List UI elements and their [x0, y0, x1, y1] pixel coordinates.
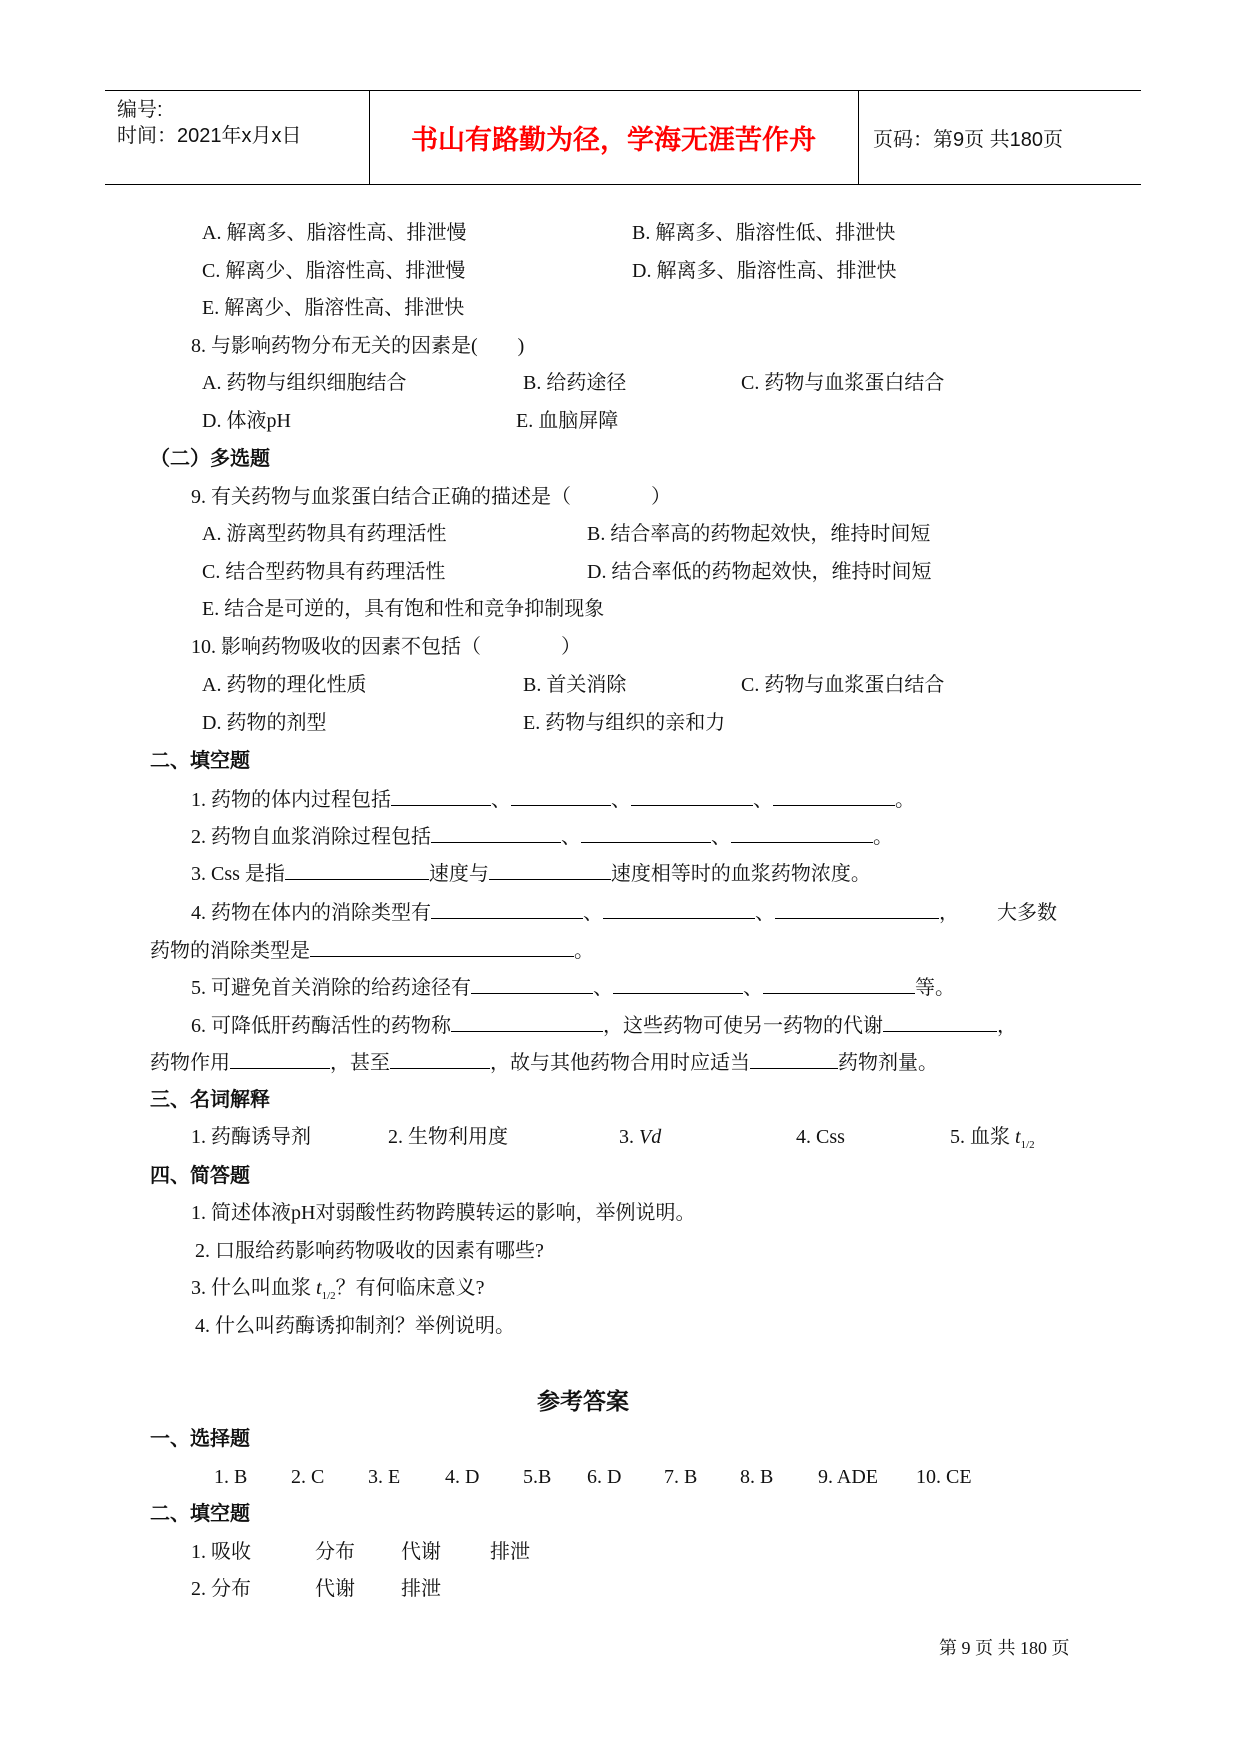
option: D. 体液pH: [202, 410, 291, 432]
date-label: 时间：2021年x月x日: [117, 125, 302, 147]
option: E. 解离少、脂溶性高、排泄快: [202, 297, 465, 319]
option: B. 结合率高的药物起效快，维持时间短: [587, 523, 931, 545]
section-heading: 一、选择题: [150, 1428, 250, 1450]
blank: [390, 1050, 490, 1069]
answer: 1. B: [214, 1466, 248, 1488]
question-stem: 9. 有关药物与血浆蛋白结合正确的描述是（ ）: [191, 486, 671, 508]
answer: 代谢: [315, 1578, 355, 1600]
blank: [431, 900, 583, 919]
blank: [883, 1013, 997, 1032]
option: C. 药物与血浆蛋白结合: [741, 674, 945, 696]
page-header: [105, 90, 1141, 185]
option: A. 游离型药物具有药理活性: [202, 523, 447, 545]
short-question: 3. 什么叫血浆 $t_{1/2}$？有何临床意义?: [191, 1277, 485, 1302]
option: E. 药物与组织的亲和力: [523, 712, 726, 734]
page-footer: 第 9 页 共 180 页: [939, 1638, 1070, 1658]
fill-question: 5. 可避免首关消除的给药途径有 、 、 等。: [191, 977, 955, 999]
option: B. 首关消除: [523, 674, 627, 696]
answers-title: 参考答案: [537, 1388, 629, 1414]
fill-question: 2. 药物自血浆消除过程包括 、 、 。: [191, 826, 893, 848]
option: C. 结合型药物具有药理活性: [202, 561, 446, 583]
header-meta: [105, 91, 370, 184]
page-info: 页码：第9页 共180页: [873, 129, 1064, 151]
fill-question: 6. 可降低肝药酶活性的药物称 ，这些药物可使另一药物的代谢 ，: [191, 1015, 1017, 1037]
answer: 代谢: [401, 1541, 441, 1563]
answer: 2. 分布: [191, 1578, 251, 1600]
term: 2. 生物利用度: [388, 1126, 508, 1148]
motto: 书山有路勤为径，学海无涯苦作舟: [369, 91, 859, 184]
fill-question-continued: 药物作用 ，甚至 ，故与其他药物合用时应适当 药物剂量。: [150, 1052, 938, 1074]
blank: [773, 787, 895, 806]
option: A. 药物与组织细胞结合: [202, 372, 407, 394]
blank: [763, 975, 915, 994]
section-heading: 四、简答题: [150, 1165, 250, 1187]
option: D. 解离多、脂溶性高、排泄快: [632, 260, 897, 282]
option: E. 血脑屏障: [516, 410, 619, 432]
answer: 10. CE: [916, 1466, 972, 1488]
answer: 9. ADE: [818, 1466, 878, 1488]
answer: 分布: [315, 1541, 355, 1563]
question-stem: 8. 与影响药物分布无关的因素是( ): [191, 335, 525, 357]
question-stem: 10. 影响药物吸收的因素不包括（ ）: [191, 636, 581, 658]
answer: 排泄: [401, 1578, 441, 1600]
option: D. 药物的剂型: [202, 712, 327, 734]
blank: [750, 1050, 838, 1069]
answer: 1. 吸收: [191, 1541, 251, 1563]
blank: [603, 900, 755, 919]
term: 1. 药酶诱导剂: [191, 1126, 311, 1148]
option: C. 解离少、脂溶性高、排泄慢: [202, 260, 466, 282]
answer: 7. B: [664, 1466, 698, 1488]
answer: 4. D: [445, 1466, 480, 1488]
answer: 5.B: [523, 1466, 552, 1488]
blank: [581, 824, 711, 843]
answer: 排泄: [490, 1541, 530, 1563]
fill-question: 4. 药物在体内的消除类型有 、 、 ， 大多数: [191, 902, 1057, 924]
answer: 2. C: [291, 1466, 325, 1488]
answer: 3. E: [368, 1466, 401, 1488]
blank: [451, 1013, 603, 1032]
section-heading: 三、名词解释: [150, 1089, 270, 1111]
answer: 6. D: [587, 1466, 622, 1488]
option: E. 结合是可逆的，具有饱和性和竞争抑制现象: [202, 598, 605, 620]
option: D. 结合率低的药物起效快，维持时间短: [587, 561, 932, 583]
blank: [631, 787, 753, 806]
term: 4. Css: [796, 1126, 845, 1148]
fill-question: 1. 药物的体内过程包括 、 、 、 。: [191, 789, 915, 811]
section-heading: 二、填空题: [150, 1503, 250, 1525]
option: A. 药物的理化性质: [202, 674, 367, 696]
option: B. 解离多、脂溶性低、排泄快: [632, 222, 896, 244]
short-question: 4. 什么叫药酶诱抑制剂？举例说明。: [195, 1315, 515, 1337]
blank: [391, 787, 491, 806]
fill-question: 3. Css 是指 速度与 速度相等时的血浆药物浓度。: [191, 863, 871, 885]
blank: [471, 975, 593, 994]
term: 5. 血浆 $t_{1/2}$: [950, 1126, 1035, 1151]
option: B. 给药途径: [523, 372, 627, 394]
answer: 8. B: [740, 1466, 774, 1488]
blank: [310, 938, 574, 957]
blank: [431, 824, 561, 843]
blank: [489, 861, 611, 880]
short-question: 1. 简述体液pH对弱酸性药物跨膜转运的影响，举例说明。: [191, 1202, 696, 1224]
blank: [285, 861, 429, 880]
option: A. 解离多、脂溶性高、排泄慢: [202, 222, 467, 244]
option: C. 药物与血浆蛋白结合: [741, 372, 945, 394]
blank: [511, 787, 611, 806]
blank: [230, 1050, 330, 1069]
fill-question-continued: 药物的消除类型是 。: [150, 940, 594, 962]
short-question: 2. 口服给药影响药物吸收的因素有哪些?: [195, 1240, 544, 1262]
blank: [775, 900, 939, 919]
term: 3. Vd: [619, 1126, 662, 1148]
blank: [731, 824, 873, 843]
code-label: 编号:: [117, 99, 163, 121]
section-heading: 二、填空题: [150, 750, 250, 772]
blank: [613, 975, 743, 994]
section-heading: （二）多选题: [150, 448, 270, 470]
